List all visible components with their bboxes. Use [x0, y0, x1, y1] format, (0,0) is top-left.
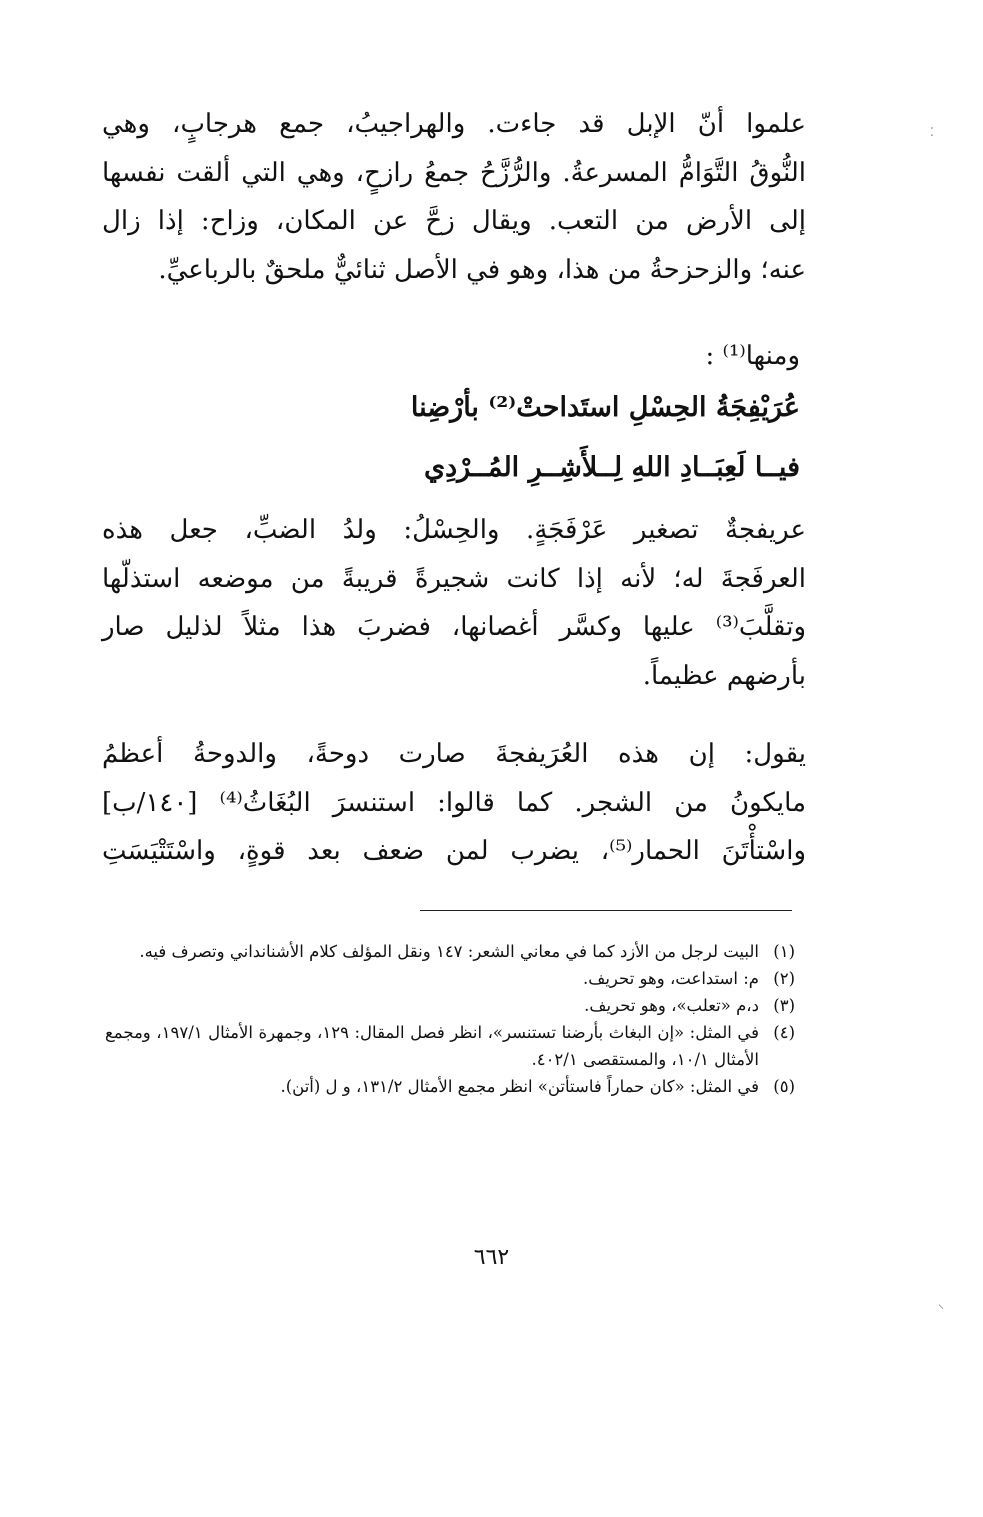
- footnote-text: د،م «تعلب»، وهو تحريف.: [584, 996, 759, 1015]
- footnote: [105, 938, 795, 965]
- paragraph-1: [102, 100, 806, 294]
- footnote: [105, 992, 795, 1019]
- footnotes: [105, 938, 795, 1100]
- text-line: يقول: إن هذه العُرَيفجةَ صارت دوحةً، والدوحةُ أعظمُ: [102, 739, 806, 769]
- verse-intro: ومنها⁽¹⁾ :: [705, 341, 800, 371]
- scan-speck: ⸌: [938, 1302, 945, 1316]
- footnote-text: في المثل: «كان حماراً فاستأتن» انظر مجمع الأمثال ١٣١/٢، و ل (أتن).: [280, 1077, 759, 1096]
- paragraph-3: [102, 730, 806, 876]
- text-line: وتقلَّبَ⁽³⁾ عليها وكسَّر أغصانها، فضربَ هذا مثلاً لذليل صار: [102, 612, 806, 642]
- footnote-text: م: استداعت، وهو تحريف.: [583, 969, 759, 988]
- text-line: مايكونُ من الشجر. كما قالوا: استنسرَ البُغَاثُ⁽⁴⁾ [١٤٠/ب]: [102, 787, 806, 818]
- footnote: [105, 965, 795, 992]
- text-line: إلى الأرض من التعب. ويقال زحَّ عن المكان، وزاح: إذا زال: [102, 206, 806, 236]
- footnote: [105, 1019, 795, 1073]
- page-number: ٦٦٢: [473, 1245, 510, 1270]
- text-line: العرفَجةَ له؛ لأنه إذا كانت شجيرةً قريبةً من موضعه استذلّها: [102, 563, 806, 594]
- footnote-number: (١): [773, 942, 795, 961]
- scan-speck: ⁚: [930, 125, 934, 139]
- text-line: واسْتأْتَنَ الحمار⁽⁵⁾، يضرب لمن ضعف بعد قوةٍ، واسْتَتْيَسَتِ: [102, 836, 806, 866]
- footnote-number: (٣): [773, 996, 795, 1015]
- footnote-number: (٤): [773, 1023, 795, 1042]
- paragraph-2: [102, 506, 806, 700]
- footnote-text: البيت لرجل من الأزد كما في معاني الشعر: ١٤٧ ونقل المؤلف كلام الأشنانداني وتصرف فيه.: [139, 942, 759, 961]
- footnote: [105, 1073, 795, 1100]
- text-line: عريفجةٌ تصغير عَرْفَجَةٍ. والحِسْلُ: ولدُ الضبِّ، جعل هذه: [102, 515, 806, 545]
- text-line: بأرضهم عظيماً.: [642, 660, 806, 691]
- verse-line-1: عُرَيْفِجَةُ الحِسْلِ استَداحتْ⁽²⁾ بأرْضِنا: [410, 392, 800, 423]
- verse-line-2: فيــا لَعِبَــادِ اللهِ لِــلأَشِــرِ المُــرْدِي: [423, 452, 800, 483]
- footnote-number: (٢): [773, 969, 795, 988]
- text-line: عنه؛ والزحزحةُ من هذا، وهو في الأصل ثنائيٌّ ملحقٌ بالرباعيِّ.: [158, 254, 806, 285]
- footnote-number: (٥): [773, 1077, 795, 1096]
- footnote-divider: [420, 910, 792, 911]
- footnote-text: في المثل: «إن البغاث بأرضنا تستنسر»، انظر فصل المقال: ١٢٩، وجمهرة الأمثال ١٩٧/١، ومجمع الأمثال ١٠/١، والمستقصى ٤٠٢/١.: [105, 1023, 759, 1069]
- text-line: النُّوقُ التَّوَامُّ المسرعةُ. والرُّزَّحُ جمعُ رازحٍ، وهي التي ألقت نفسها: [102, 157, 806, 188]
- text-line: علموا أنّ الإبل قد جاءت. والهراجيبُ، جمع هرجابٍ، وهي: [102, 109, 806, 139]
